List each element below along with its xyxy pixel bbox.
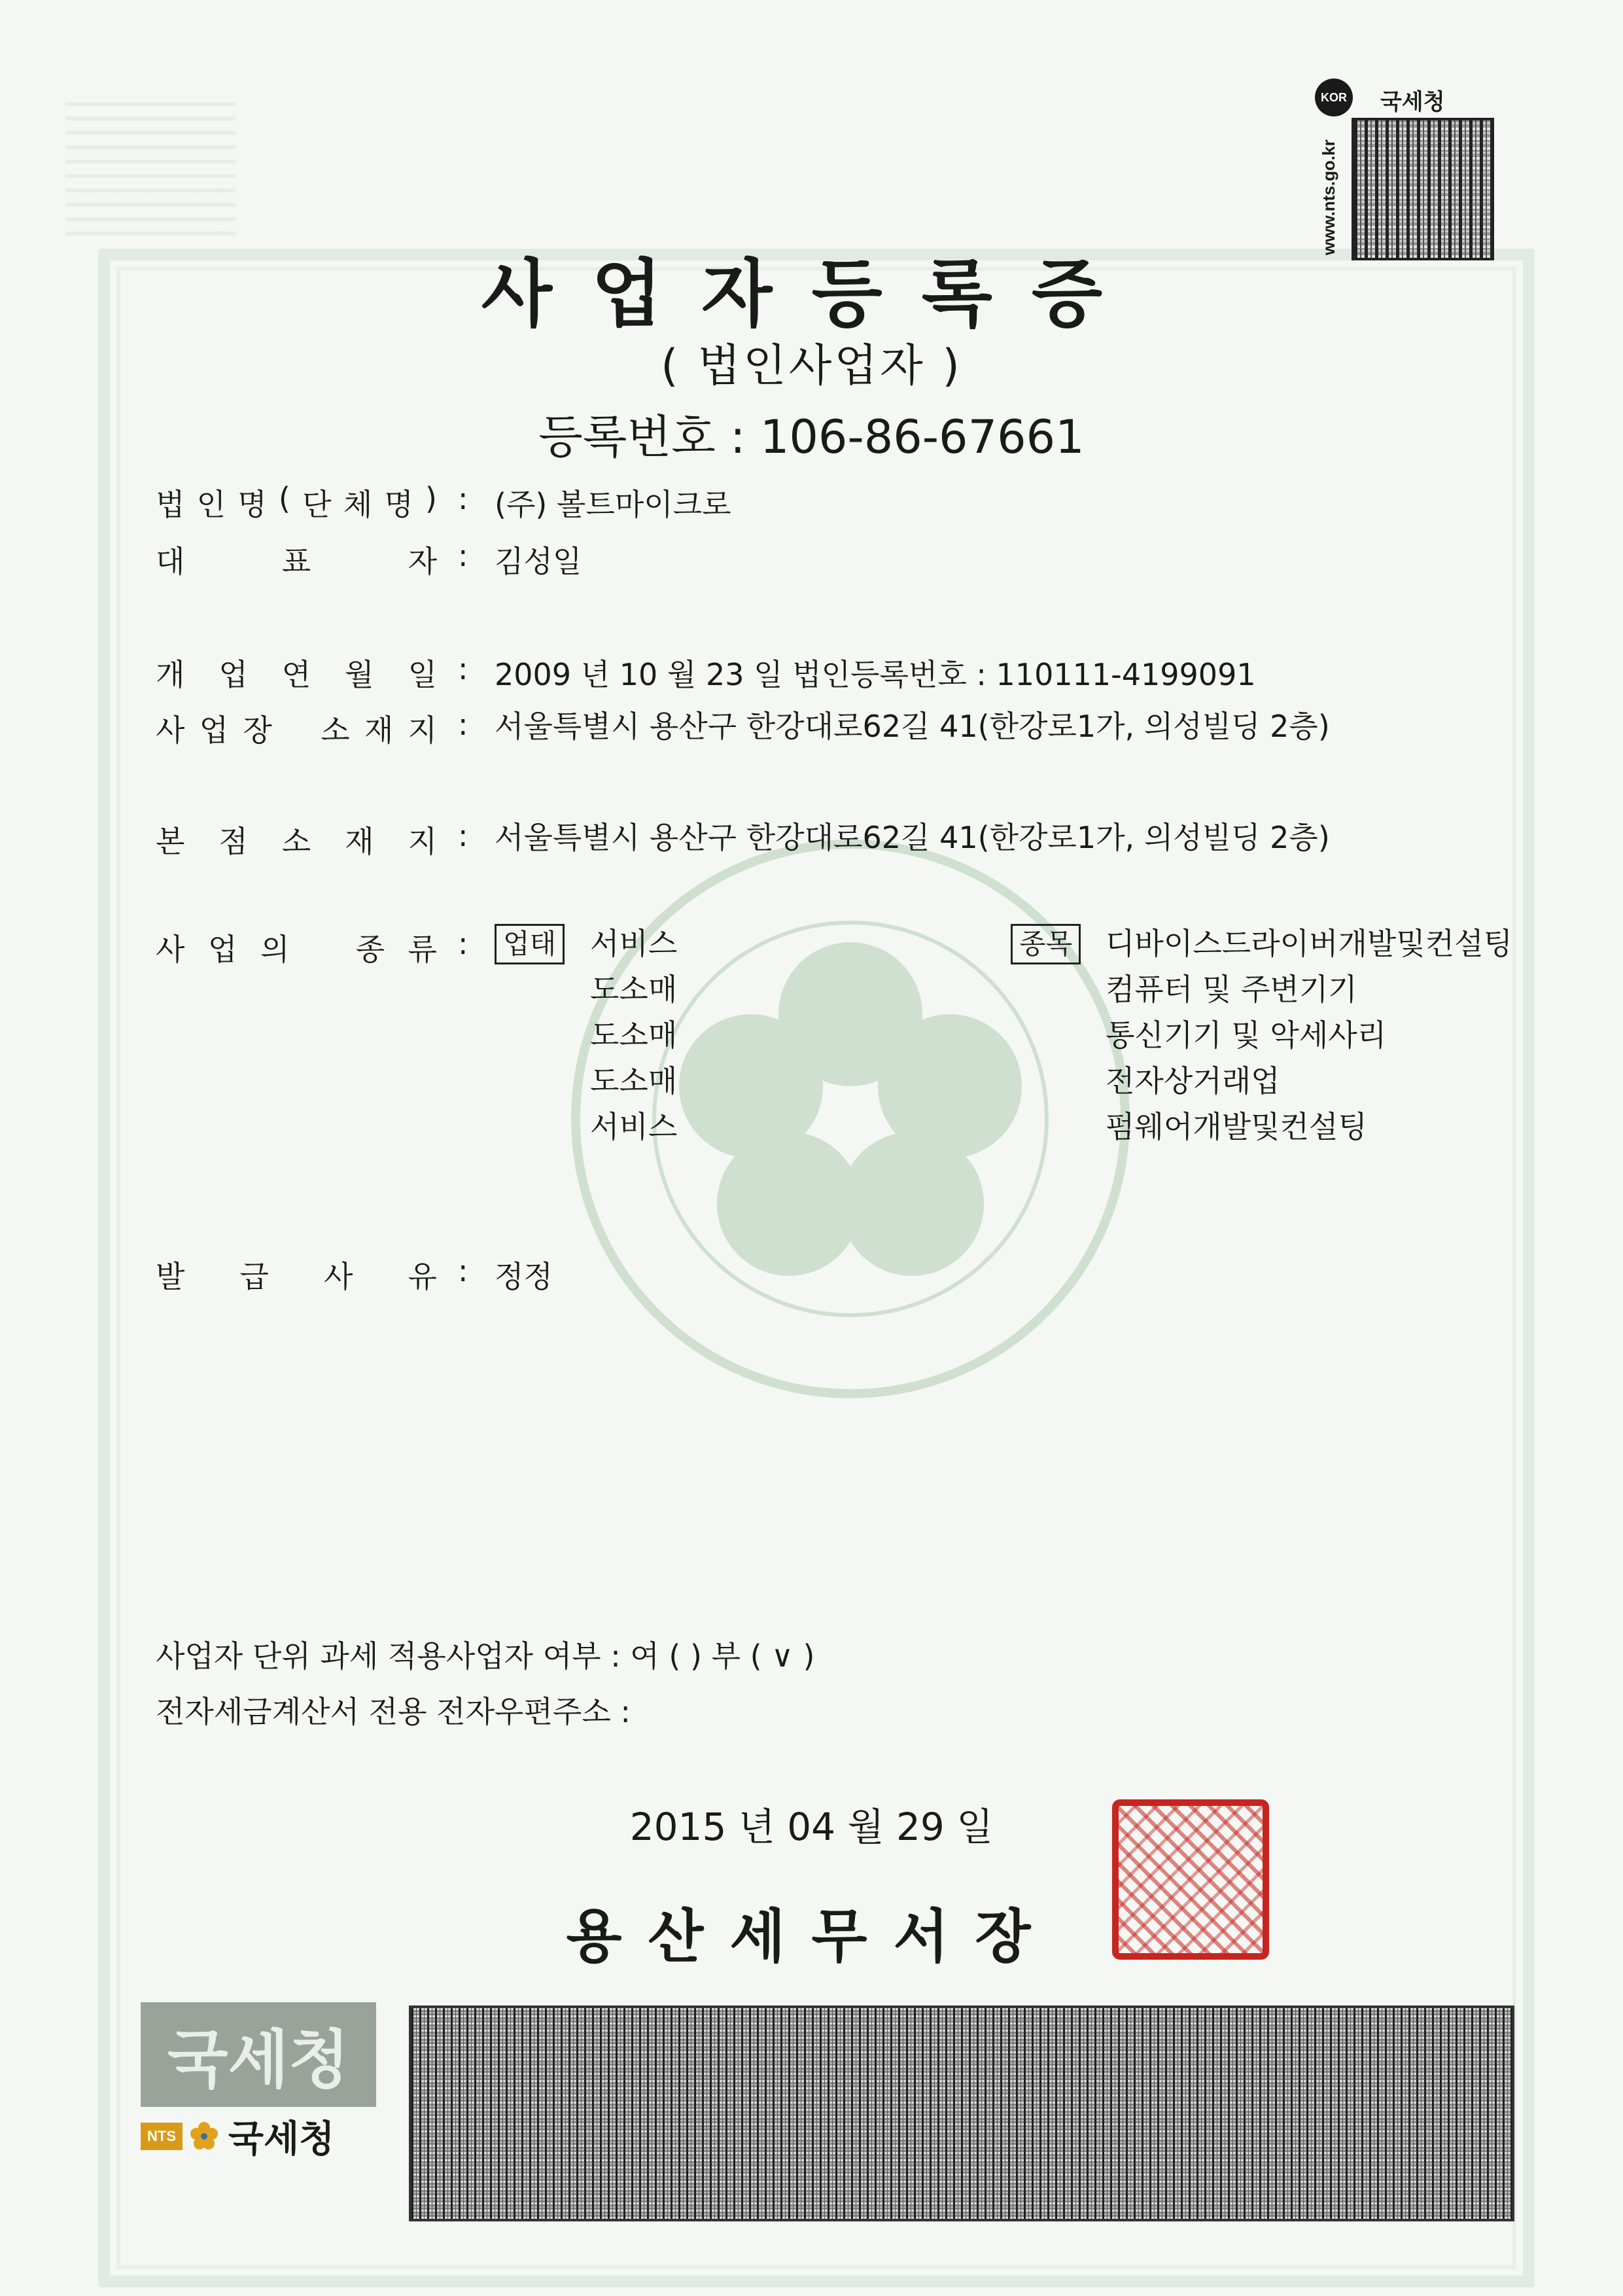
nts-small-logo (141, 2113, 376, 2159)
representative-value: 김성일 (495, 544, 582, 579)
hq-address-label: 본 점 소 재 지 (156, 824, 437, 859)
issue-reason-value: 정정 (495, 1259, 553, 1294)
document-title: 사업자등록증 (481, 252, 1142, 337)
colon: : (458, 1253, 468, 1288)
business-address-value: 서울특별시 용산구 한강대로62길 41(한강로1가, 의성빌딩 2층) (495, 709, 1330, 744)
registration-number: 등록번호 : 106-86-67661 (538, 410, 1085, 464)
tax-office-name: 용산세무서장 (566, 1903, 1057, 1970)
nts-logo-block (141, 2002, 376, 2159)
corp-name-value: (주) 볼트마이크로 (495, 487, 731, 522)
issue-reason-label: 발 급 사 유 (156, 1259, 437, 1294)
list-item: 서비스 (590, 926, 678, 961)
qr-url-label: www.nts.go.kr (1319, 139, 1338, 255)
colon: : (458, 481, 468, 516)
item-list (1106, 921, 1512, 1150)
list-item: 통신기기 및 악세사리 (1106, 1017, 1387, 1053)
business-type-label: 사 업 의 종 류 (156, 932, 437, 967)
colon: : (458, 538, 468, 573)
security-pattern-block (409, 2005, 1514, 2221)
colon: : (458, 926, 468, 961)
issue-date: 2015 년 04 월 29 일 (629, 1805, 994, 1849)
hq-address-value: 서울특별시 용산구 한강대로62길 41(한강로1가, 의성빌딩 2층) (495, 820, 1330, 855)
unit-taxation-line: 사업자 단위 과세 적용사업자 여부 : 여 ( ) 부 ( ∨ ) (156, 1638, 815, 1674)
official-seal-icon (1112, 1799, 1269, 1960)
colon: : (458, 651, 468, 686)
list-item: 서비스 (590, 1109, 678, 1144)
business-address-label: 사 업 장 소 재 지 (156, 713, 437, 748)
category-box: 업태 (495, 924, 565, 964)
list-item: 전자상거래업 (1106, 1063, 1280, 1099)
list-item: 도소매 (590, 972, 678, 1007)
nts-big-logo: 국세청 (141, 2002, 376, 2107)
list-item: 컴퓨터 및 주변기기 (1106, 972, 1357, 1007)
document-subtitle: ( 법인사업자 ) (661, 340, 962, 392)
list-item: 도소매 (590, 1017, 678, 1053)
corp-name-label: 법 인 명 ( 단 체 명 ) (156, 481, 437, 522)
representative-label: 대 표 자 (156, 544, 437, 579)
kor-logo-icon: KOR (1315, 79, 1353, 116)
open-date-value: 2009 년 10 월 23 일 법인등록번호 : 110111-4199091 (495, 657, 1256, 692)
qr-agency-label: 국세청 (1380, 89, 1445, 115)
nts-tag: NTS (141, 2123, 183, 2150)
colon: : (458, 707, 468, 742)
nts-small-text: 국세청 (228, 2118, 335, 2161)
colon: : (458, 818, 468, 853)
list-item: 펌웨어개발및컨설팅 (1106, 1109, 1367, 1144)
plum-blossom-icon (188, 2120, 220, 2153)
category-list (590, 921, 677, 1150)
faint-background-text (65, 98, 236, 236)
open-date-label: 개 업 연 월 일 (156, 657, 437, 692)
e-invoice-email-line: 전자세금계산서 전용 전자우편주소 : (156, 1694, 631, 1729)
list-item: 디바이스드라이버개발및컨설팅 (1106, 926, 1513, 961)
list-item: 도소매 (590, 1063, 678, 1099)
item-box: 종목 (1011, 924, 1081, 964)
